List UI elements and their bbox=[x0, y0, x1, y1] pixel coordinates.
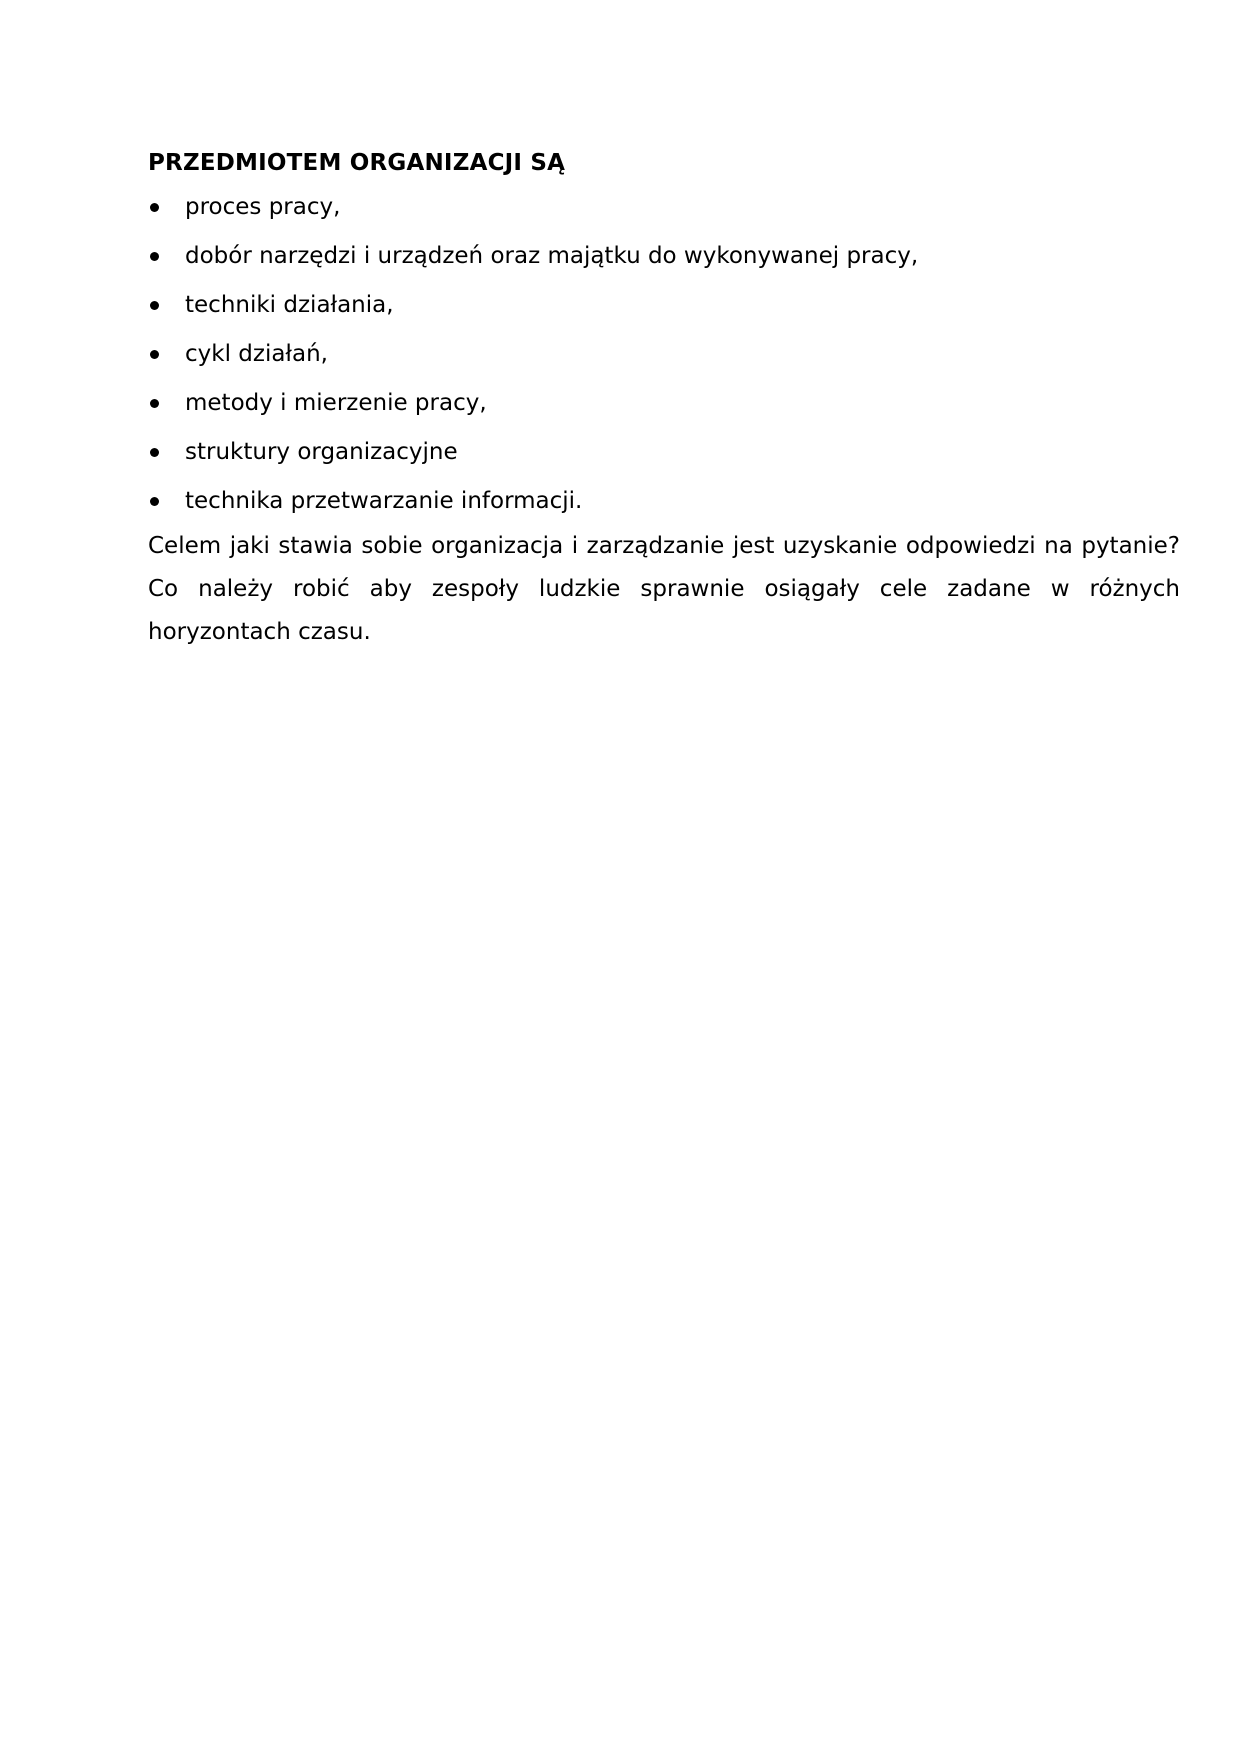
list-item-text: metody i mierzenie pracy, bbox=[185, 390, 487, 416]
list-item bbox=[148, 435, 1180, 469]
list-item bbox=[148, 484, 1180, 518]
bullet-icon bbox=[150, 497, 159, 506]
bullet-icon bbox=[150, 203, 159, 212]
list-item-text: technika przetwarzanie informacji. bbox=[185, 488, 583, 514]
list-item-text: proces pracy, bbox=[185, 194, 341, 220]
list-item-text: struktury organizacyjne bbox=[185, 439, 458, 465]
bullet-icon bbox=[150, 350, 159, 359]
list-item-text: dobór narzędzi i urządzeń oraz majątku do wykonywanej pracy, bbox=[185, 243, 919, 269]
list-item bbox=[148, 337, 1180, 371]
bullet-icon bbox=[150, 399, 159, 408]
bullet-list bbox=[148, 190, 1180, 518]
list-item bbox=[148, 288, 1180, 322]
list-item bbox=[148, 190, 1180, 224]
list-item-text: techniki działania, bbox=[185, 292, 394, 318]
bullet-icon bbox=[150, 448, 159, 457]
document-body bbox=[148, 146, 1180, 654]
bullet-icon bbox=[150, 301, 159, 310]
list-item bbox=[148, 386, 1180, 420]
list-item bbox=[148, 239, 1180, 273]
bullet-icon bbox=[150, 252, 159, 261]
section-heading: PRZEDMIOTEM ORGANIZACJI SĄ bbox=[148, 150, 566, 176]
body-paragraph: Celem jaki stawia sobie organizacja i zarządzanie jest uzyskanie odpowiedzi na pytanie? Co należy robić aby zespoły ludzkie sprawnie osiągały cele zadane w różnych horyzontach czasu. bbox=[148, 533, 1180, 645]
list-item-text: cykl działań, bbox=[185, 341, 328, 367]
